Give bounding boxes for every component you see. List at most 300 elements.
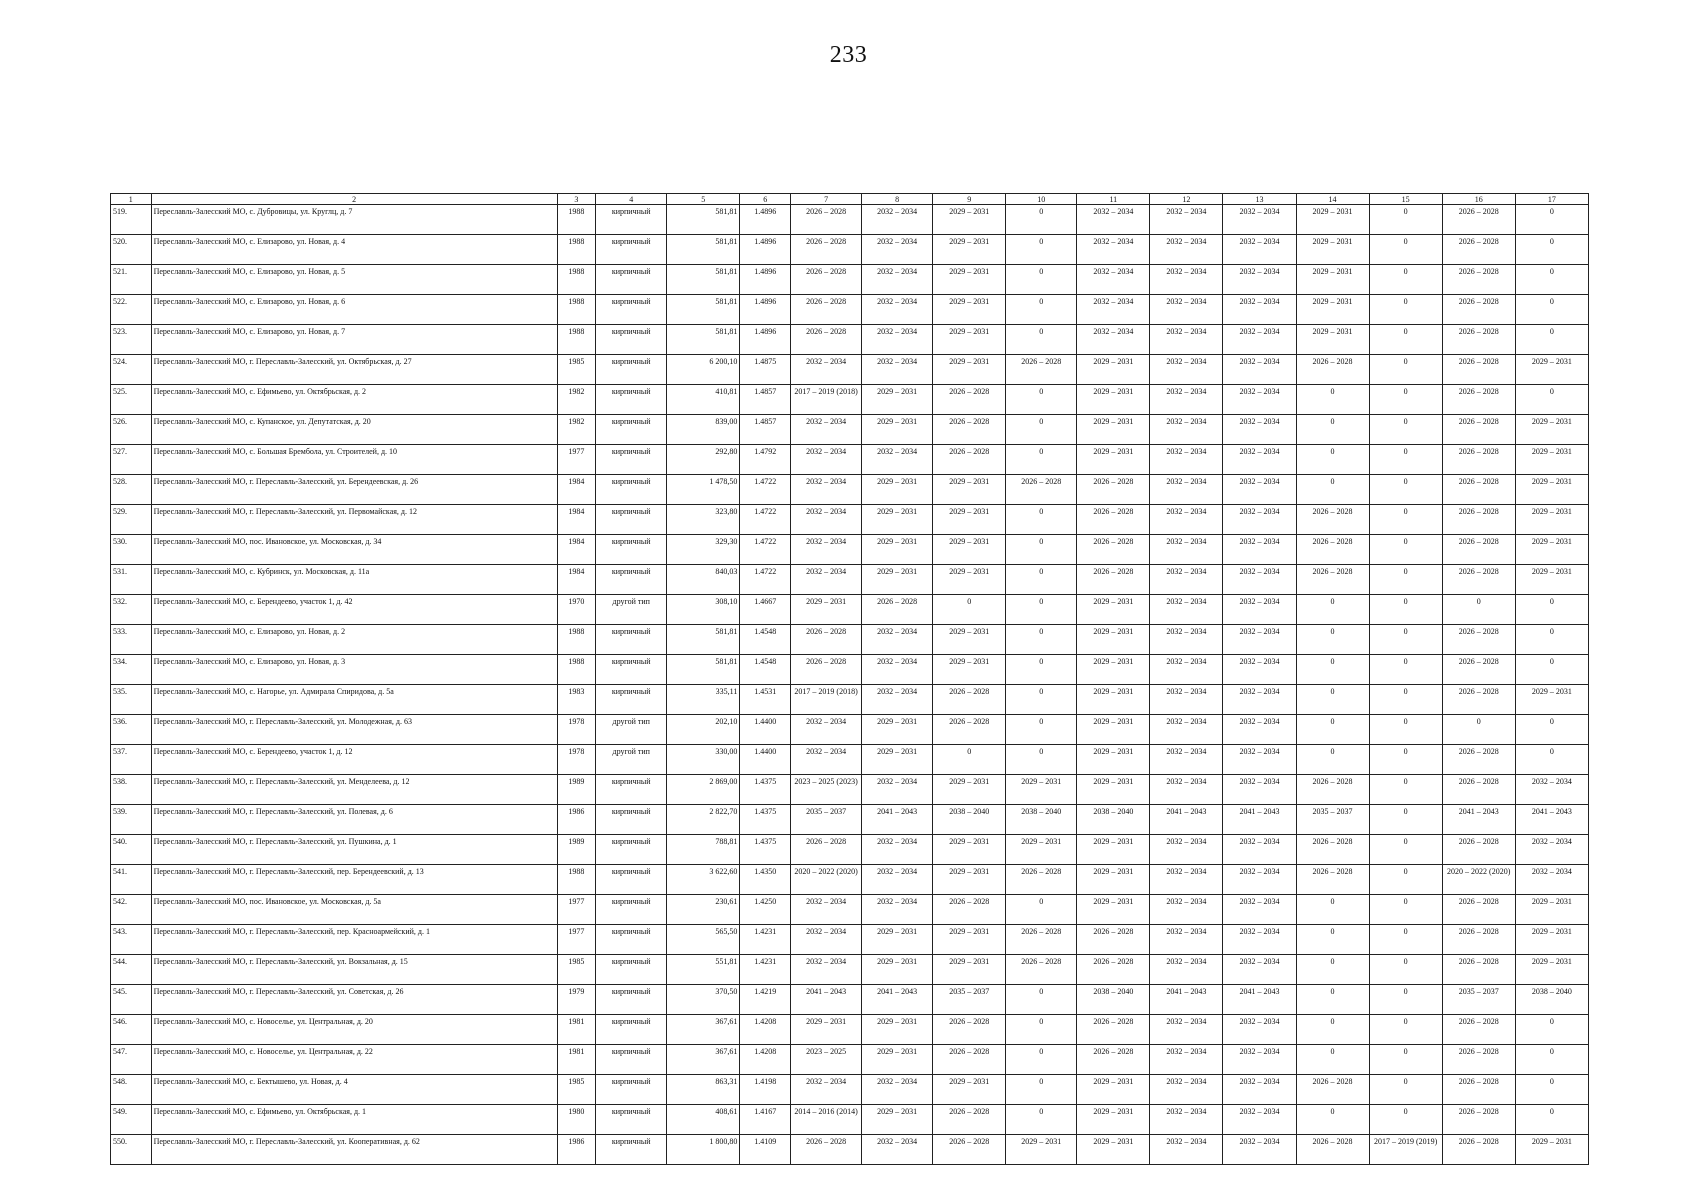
table-row [111, 565, 1589, 595]
table-cell: 2026 – 2028 [1077, 925, 1150, 955]
table-cell: 2032 – 2034 [862, 205, 933, 235]
table-cell: 2029 – 2031 [933, 205, 1006, 235]
table-cell: 2032 – 2034 [1223, 415, 1296, 445]
address-cell: Переславль-Залесский МО, с. Елизарово, ул. Новая, д. 2 [151, 625, 557, 655]
table-cell: 1984 [557, 565, 596, 595]
table-cell: 2029 – 2031 [933, 835, 1006, 865]
table-cell: 2029 – 2031 [862, 745, 933, 775]
table-cell: 2035 – 2037 [1442, 985, 1515, 1015]
table-cell: 2026 – 2028 [1442, 205, 1515, 235]
table-cell: 2032 – 2034 [1150, 955, 1223, 985]
table-cell: 2026 – 2028 [1442, 925, 1515, 955]
table-cell: кирпичный [596, 655, 667, 685]
table-row [111, 535, 1589, 565]
table-cell: 0 [1369, 535, 1442, 565]
table-cell: 1.4875 [740, 355, 791, 385]
row-number-cell: 550. [111, 1135, 152, 1165]
row-number-cell: 541. [111, 865, 152, 895]
table-cell: 1982 [557, 415, 596, 445]
table-row [111, 355, 1589, 385]
table-cell: 2029 – 2031 [933, 925, 1006, 955]
table-cell: 2032 – 2034 [1150, 235, 1223, 265]
table-cell: 2032 – 2034 [1150, 1045, 1223, 1075]
address-cell: Переславль-Залесский МО, с. Елизарово, ул. Новая, д. 4 [151, 235, 557, 265]
table-cell: 2029 – 2031 [933, 355, 1006, 385]
table-cell: 1.4219 [740, 985, 791, 1015]
table-cell: 2029 – 2031 [1077, 715, 1150, 745]
table-cell: 2026 – 2028 [1006, 865, 1077, 895]
table-cell: 0 [1442, 715, 1515, 745]
table-cell: 2032 – 2034 [1223, 565, 1296, 595]
table-cell: 2032 – 2034 [1150, 895, 1223, 925]
table-cell: 1.4722 [740, 475, 791, 505]
table-cell: 2032 – 2034 [1150, 355, 1223, 385]
table-cell: 2038 – 2040 [933, 805, 1006, 835]
table-cell: 0 [1006, 535, 1077, 565]
table-cell: 2032 – 2034 [1150, 595, 1223, 625]
table-cell: 1.4857 [740, 385, 791, 415]
table-cell: 2041 – 2043 [862, 985, 933, 1015]
table-cell: 408,61 [667, 1105, 740, 1135]
table-cell: 2032 – 2034 [1223, 235, 1296, 265]
table-cell: 2026 – 2028 [1442, 385, 1515, 415]
table-cell: 2017 – 2019 (2019) [1369, 1135, 1442, 1165]
table-cell: 2032 – 2034 [1223, 625, 1296, 655]
table-cell: кирпичный [596, 1105, 667, 1135]
table-cell: 1.4109 [740, 1135, 791, 1165]
table-cell: 1988 [557, 625, 596, 655]
table-cell: 1.4231 [740, 925, 791, 955]
table-cell: 0 [1006, 895, 1077, 925]
table-cell: 2032 – 2034 [791, 925, 862, 955]
table-cell: 1.4375 [740, 805, 791, 835]
table-cell: 2029 – 2031 [862, 1045, 933, 1075]
table-cell: 2029 – 2031 [1515, 505, 1588, 535]
table-cell: 2035 – 2037 [791, 805, 862, 835]
table-cell: 1985 [557, 355, 596, 385]
table-cell: 323,80 [667, 505, 740, 535]
table-cell: 2029 – 2031 [1077, 745, 1150, 775]
table-cell: 2026 – 2028 [791, 835, 862, 865]
table-cell: 2026 – 2028 [1442, 655, 1515, 685]
table-cell: 2029 – 2031 [1515, 565, 1588, 595]
table-cell: 2026 – 2028 [1442, 1075, 1515, 1105]
row-number-cell: 539. [111, 805, 152, 835]
table-cell: кирпичный [596, 295, 667, 325]
table-cell: 292,80 [667, 445, 740, 475]
table-cell: 2032 – 2034 [1223, 955, 1296, 985]
table-cell: 0 [1515, 745, 1588, 775]
table-row [111, 325, 1589, 355]
row-number-cell: 548. [111, 1075, 152, 1105]
table-cell: 0 [1006, 505, 1077, 535]
table-cell: 1989 [557, 775, 596, 805]
table-cell: 2032 – 2034 [862, 295, 933, 325]
table-row [111, 475, 1589, 505]
table-cell: 0 [1006, 235, 1077, 265]
table-cell: 581,81 [667, 205, 740, 235]
row-number-cell: 543. [111, 925, 152, 955]
table-cell: 1.4375 [740, 775, 791, 805]
table-cell: 2032 – 2034 [862, 775, 933, 805]
table-cell: 2032 – 2034 [1223, 1015, 1296, 1045]
table-cell: кирпичный [596, 1045, 667, 1075]
table-cell: 0 [1369, 565, 1442, 595]
table-cell: 2026 – 2028 [1442, 1015, 1515, 1045]
table-cell: 0 [1369, 445, 1442, 475]
table-cell: 2038 – 2040 [1515, 985, 1588, 1015]
table-row [111, 865, 1589, 895]
table-cell: 2026 – 2028 [1077, 505, 1150, 535]
table-cell: 2032 – 2034 [862, 1135, 933, 1165]
table-row [111, 625, 1589, 655]
table-cell: 1988 [557, 205, 596, 235]
table-cell: 1988 [557, 325, 596, 355]
table-cell: 2032 – 2034 [1150, 925, 1223, 955]
table-cell: 2032 – 2034 [1223, 685, 1296, 715]
table-cell: 1.4722 [740, 565, 791, 595]
table-cell: 0 [1369, 895, 1442, 925]
table-cell: 2041 – 2043 [1223, 805, 1296, 835]
table-cell: 2026 – 2028 [1442, 265, 1515, 295]
table-cell: 2041 – 2043 [1150, 985, 1223, 1015]
table-cell: 1983 [557, 685, 596, 715]
address-cell: Переславль-Залесский МО, с. Кубринск, ул. Московская, д. 11а [151, 565, 557, 595]
table-cell: 2032 – 2034 [1150, 1075, 1223, 1105]
table-cell: 0 [1296, 895, 1369, 925]
address-cell: Переславль-Залесский МО, г. Переславль-Залесский, пер. Красноармейский, д. 1 [151, 925, 557, 955]
table-cell: 2029 – 2031 [1077, 385, 1150, 415]
row-number-cell: 530. [111, 535, 152, 565]
table-cell: кирпичный [596, 895, 667, 925]
table-cell: кирпичный [596, 805, 667, 835]
table-row [111, 1015, 1589, 1045]
table-cell: 0 [1296, 955, 1369, 985]
table-cell: 2041 – 2043 [1223, 985, 1296, 1015]
table-cell: 2026 – 2028 [1442, 775, 1515, 805]
address-cell: Переславль-Залесский МО, с. Бектышево, ул. Новая, д. 4 [151, 1075, 557, 1105]
row-number-cell: 526. [111, 415, 152, 445]
table-cell: 2026 – 2028 [1442, 325, 1515, 355]
table-cell: 0 [1296, 745, 1369, 775]
table-cell: 2029 – 2031 [1077, 445, 1150, 475]
table-cell: 1981 [557, 1015, 596, 1045]
table-cell: 0 [1006, 265, 1077, 295]
table-cell: 2026 – 2028 [933, 415, 1006, 445]
table-cell: 2029 – 2031 [1077, 625, 1150, 655]
table-cell: 2032 – 2034 [1223, 205, 1296, 235]
table-cell: 1.4792 [740, 445, 791, 475]
table-cell: 2029 – 2031 [1296, 265, 1369, 295]
table-cell: 0 [1006, 985, 1077, 1015]
table-cell: 1 478,50 [667, 475, 740, 505]
table-cell: 1981 [557, 1045, 596, 1075]
table-cell: 330,00 [667, 745, 740, 775]
table-cell: 2032 – 2034 [862, 835, 933, 865]
table-cell: 2029 – 2031 [1515, 415, 1588, 445]
table-cell: 839,00 [667, 415, 740, 445]
table-cell: 2020 – 2022 (2020) [1442, 865, 1515, 895]
address-cell: Переславль-Залесский МО, г. Переславль-Залесский, ул. Молодежная, д. 63 [151, 715, 557, 745]
table-cell: 2032 – 2034 [1223, 895, 1296, 925]
column-number-header: 1 [111, 194, 152, 205]
table-cell: 2029 – 2031 [1515, 475, 1588, 505]
table-cell: 2026 – 2028 [1296, 775, 1369, 805]
table-cell: 1985 [557, 1075, 596, 1105]
table-cell: кирпичный [596, 925, 667, 955]
table-cell: кирпичный [596, 985, 667, 1015]
table-cell: 0 [1006, 1075, 1077, 1105]
table-cell: 0 [1006, 655, 1077, 685]
table-cell: 1.4857 [740, 415, 791, 445]
table-cell: 0 [1006, 385, 1077, 415]
table-cell: кирпичный [596, 355, 667, 385]
table-row [111, 685, 1589, 715]
table-cell: 0 [1369, 625, 1442, 655]
column-number-header: 5 [667, 194, 740, 205]
table-cell: 2032 – 2034 [791, 895, 862, 925]
table-cell: 2032 – 2034 [791, 1075, 862, 1105]
table-cell: 2029 – 2031 [1077, 595, 1150, 625]
table-cell: 2032 – 2034 [1150, 205, 1223, 235]
table-cell: 2029 – 2031 [1515, 955, 1588, 985]
table-cell: 2032 – 2034 [1150, 715, 1223, 745]
table-cell: 0 [933, 745, 1006, 775]
table-cell: 2032 – 2034 [791, 535, 862, 565]
table-cell: 2017 – 2019 (2018) [791, 685, 862, 715]
table-cell: 2032 – 2034 [1150, 625, 1223, 655]
table-cell: 2 869,00 [667, 775, 740, 805]
table-cell: 2029 – 2031 [933, 325, 1006, 355]
table-cell: 2032 – 2034 [1150, 835, 1223, 865]
table-cell: 0 [1369, 805, 1442, 835]
table-cell: 0 [1296, 1015, 1369, 1045]
table-cell: 1979 [557, 985, 596, 1015]
table-cell: 0 [1369, 985, 1442, 1015]
table-row [111, 775, 1589, 805]
table-cell: кирпичный [596, 235, 667, 265]
table-cell: 2026 – 2028 [1442, 895, 1515, 925]
table-cell: 2014 – 2016 (2014) [791, 1105, 862, 1135]
table-row [111, 1135, 1589, 1165]
table-cell: 1970 [557, 595, 596, 625]
table-cell: 1.4400 [740, 745, 791, 775]
table-cell: 410,81 [667, 385, 740, 415]
table-cell: 0 [1515, 595, 1588, 625]
table-cell: 2026 – 2028 [933, 895, 1006, 925]
table-cell: 2032 – 2034 [791, 445, 862, 475]
address-cell: Переславль-Залесский МО, г. Переславль-Залесский, ул. Советская, д. 26 [151, 985, 557, 1015]
table-cell: кирпичный [596, 505, 667, 535]
row-number-cell: 521. [111, 265, 152, 295]
row-number-cell: 537. [111, 745, 152, 775]
table-cell: 2032 – 2034 [862, 865, 933, 895]
table-cell: 2029 – 2031 [1077, 865, 1150, 895]
table-cell: 2038 – 2040 [1077, 985, 1150, 1015]
table-cell: 1.4250 [740, 895, 791, 925]
table-cell: 565,50 [667, 925, 740, 955]
table-cell: 2032 – 2034 [1077, 235, 1150, 265]
table-cell: 0 [1006, 1015, 1077, 1045]
table-cell: 2032 – 2034 [791, 355, 862, 385]
table-cell: кирпичный [596, 265, 667, 295]
table-cell: 2029 – 2031 [1006, 775, 1077, 805]
column-number-header: 12 [1150, 194, 1223, 205]
table-cell: 2029 – 2031 [1077, 895, 1150, 925]
row-number-cell: 522. [111, 295, 152, 325]
table-cell: 2041 – 2043 [862, 805, 933, 835]
table-cell: 0 [1515, 715, 1588, 745]
table-cell: 2032 – 2034 [1150, 775, 1223, 805]
table-cell: 2032 – 2034 [1077, 295, 1150, 325]
table-cell: 329,30 [667, 535, 740, 565]
table-cell: 2017 – 2019 (2018) [791, 385, 862, 415]
table-cell: 2029 – 2031 [791, 1015, 862, 1045]
table-cell: кирпичный [596, 325, 667, 355]
table-cell: 0 [1006, 565, 1077, 595]
table-cell: 335,11 [667, 685, 740, 715]
row-number-cell: 545. [111, 985, 152, 1015]
table-cell: 0 [1369, 235, 1442, 265]
column-number-header: 15 [1369, 194, 1442, 205]
table-cell: 2026 – 2028 [1442, 535, 1515, 565]
table-cell: 581,81 [667, 655, 740, 685]
table-cell: 0 [1006, 205, 1077, 235]
table-cell: 2032 – 2034 [1223, 595, 1296, 625]
table-cell: 2029 – 2031 [791, 595, 862, 625]
table-cell: 1984 [557, 535, 596, 565]
address-cell: Переславль-Залесский МО, г. Переславль-Залесский, ул. Менделеева, д. 12 [151, 775, 557, 805]
row-number-cell: 527. [111, 445, 152, 475]
table-cell: 2032 – 2034 [1223, 265, 1296, 295]
table-cell: 0 [1369, 685, 1442, 715]
address-cell: Переславль-Залесский МО, с. Елизарово, ул. Новая, д. 5 [151, 265, 557, 295]
table-cell: 230,61 [667, 895, 740, 925]
table-cell: 2029 – 2031 [1077, 775, 1150, 805]
table-cell: 0 [1515, 235, 1588, 265]
table-cell: 2026 – 2028 [1296, 835, 1369, 865]
table-cell: 2032 – 2034 [1223, 655, 1296, 685]
table-cell: 2038 – 2040 [1077, 805, 1150, 835]
table-cell: 2026 – 2028 [1077, 955, 1150, 985]
table-row [111, 805, 1589, 835]
table-cell: 2032 – 2034 [862, 265, 933, 295]
table-cell: 1.4722 [740, 535, 791, 565]
table-cell: 1989 [557, 835, 596, 865]
column-number-row [111, 194, 1589, 205]
table-cell: 1982 [557, 385, 596, 415]
address-cell: Переславль-Залесский МО, г. Переславль-Залесский, ул. Октябрьская, д. 27 [151, 355, 557, 385]
table-cell: 2032 – 2034 [1223, 445, 1296, 475]
table-cell: 2026 – 2028 [933, 1015, 1006, 1045]
table-cell: 3 622,60 [667, 865, 740, 895]
address-cell: Переславль-Залесский МО, с. Купанское, ул. Депутатская, д. 20 [151, 415, 557, 445]
table-cell: 2029 – 2031 [1077, 1135, 1150, 1165]
table-row [111, 595, 1589, 625]
table-cell: 0 [1296, 685, 1369, 715]
table-cell: кирпичный [596, 1135, 667, 1165]
table-cell: 2032 – 2034 [862, 1075, 933, 1105]
table-cell: 2029 – 2031 [933, 295, 1006, 325]
row-number-cell: 549. [111, 1105, 152, 1135]
table-cell: 0 [1369, 1015, 1442, 1045]
table-cell: 2032 – 2034 [1223, 475, 1296, 505]
table-cell: 2029 – 2031 [1515, 895, 1588, 925]
table-cell: 0 [1369, 415, 1442, 445]
table-cell: 2029 – 2031 [933, 865, 1006, 895]
row-number-cell: 533. [111, 625, 152, 655]
table-cell: 1.4400 [740, 715, 791, 745]
table-cell: 0 [1515, 1045, 1588, 1075]
table-cell: 2026 – 2028 [1296, 355, 1369, 385]
row-number-cell: 525. [111, 385, 152, 415]
table-cell: 2026 – 2028 [791, 625, 862, 655]
table-cell: 2032 – 2034 [862, 625, 933, 655]
column-number-header: 9 [933, 194, 1006, 205]
table-cell: 2029 – 2031 [862, 955, 933, 985]
table-cell: 1.4896 [740, 325, 791, 355]
address-cell: Переславль-Залесский МО, пос. Ивановское, ул. Московская, д. 5а [151, 895, 557, 925]
address-cell: Переславль-Залесский МО, с. Новоселье, ул. Центральная, д. 20 [151, 1015, 557, 1045]
table-cell: 2038 – 2040 [1006, 805, 1077, 835]
table-cell: 1.4350 [740, 865, 791, 895]
table-cell: 2029 – 2031 [1077, 1075, 1150, 1105]
table-cell: 2032 – 2034 [1150, 655, 1223, 685]
table-row [111, 985, 1589, 1015]
table-cell: 2026 – 2028 [1442, 505, 1515, 535]
table-cell: 840,03 [667, 565, 740, 595]
row-number-cell: 520. [111, 235, 152, 265]
address-cell: Переславль-Залесский МО, с. Новоселье, ул. Центральная, д. 22 [151, 1045, 557, 1075]
table-cell: 551,81 [667, 955, 740, 985]
table-cell: 2020 – 2022 (2020) [791, 865, 862, 895]
table-cell: 2026 – 2028 [933, 1105, 1006, 1135]
table-row [111, 715, 1589, 745]
table-cell: 2026 – 2028 [1077, 1045, 1150, 1075]
table-cell: 2026 – 2028 [1442, 565, 1515, 595]
row-number-cell: 534. [111, 655, 152, 685]
table-row [111, 1075, 1589, 1105]
table-cell: 2026 – 2028 [1442, 1105, 1515, 1135]
table-cell: 0 [1369, 1075, 1442, 1105]
table-cell: 2026 – 2028 [1296, 1135, 1369, 1165]
table-cell: 2026 – 2028 [933, 385, 1006, 415]
row-number-cell: 547. [111, 1045, 152, 1075]
table-cell: 1988 [557, 295, 596, 325]
table-cell: 2026 – 2028 [1296, 535, 1369, 565]
table-cell: 0 [1369, 835, 1442, 865]
table-cell: 1 800,80 [667, 1135, 740, 1165]
table-cell: 1.4667 [740, 595, 791, 625]
table-row [111, 205, 1589, 235]
address-cell: Переславль-Залесский МО, с. Нагорье, ул. Адмирала Спиридова, д. 5а [151, 685, 557, 715]
table-cell: 2026 – 2028 [1442, 355, 1515, 385]
table-cell: 2029 – 2031 [862, 505, 933, 535]
table-cell: 2041 – 2043 [1515, 805, 1588, 835]
table-cell: 2029 – 2031 [1515, 535, 1588, 565]
table-cell: 1988 [557, 865, 596, 895]
table-cell: 1.4896 [740, 205, 791, 235]
table-cell: 0 [1369, 925, 1442, 955]
table-cell: 0 [1296, 415, 1369, 445]
table-row [111, 895, 1589, 925]
table-cell: 581,81 [667, 325, 740, 355]
table-cell: 2026 – 2028 [933, 1135, 1006, 1165]
table-cell: 2032 – 2034 [1515, 775, 1588, 805]
table-cell: 2032 – 2034 [862, 655, 933, 685]
row-number-cell: 540. [111, 835, 152, 865]
table-cell: 0 [1006, 325, 1077, 355]
